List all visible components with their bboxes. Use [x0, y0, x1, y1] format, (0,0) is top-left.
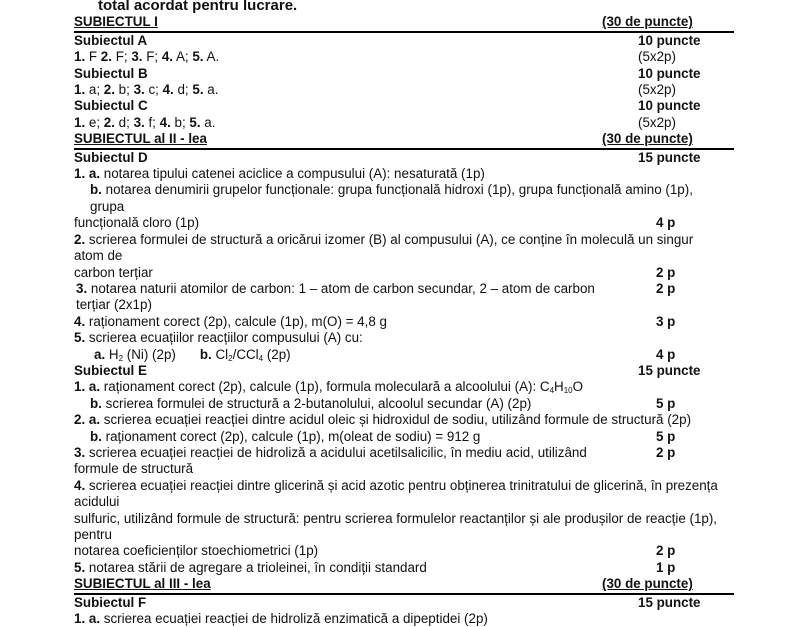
subject-d-item-4	[74, 314, 734, 330]
item-text: scrierea ecuației reacției de hidroliză a acidului acetilsalicilic, în mediu acid, utilizând formule de structură	[74, 444, 587, 477]
answer-number: 1.	[74, 49, 86, 65]
item-text: notarea naturii atomilor de carbon: 1 – atom de carbon secundar, 2 – atom de carbon terțiar (2x1p)	[76, 280, 595, 313]
answer-value: a.	[203, 82, 219, 98]
item-number: 3.	[74, 444, 86, 460]
answer-number: 1.	[74, 82, 86, 98]
answer-number: 5.	[192, 82, 204, 98]
formula-subscript: 4	[549, 386, 555, 396]
item-text: raționament corect (2p), calcule (1p), m(oleat de sodiu) = 912 g	[101, 428, 481, 444]
item-number: 3.	[76, 280, 88, 296]
subject-d-item-2-cont	[74, 265, 734, 281]
item-points: 4 p	[656, 346, 676, 362]
section-3-points: (30 de puncte)	[602, 576, 693, 592]
item-points: 2 p	[656, 280, 676, 296]
item-number: 4.	[74, 313, 86, 329]
answer-value: A;	[173, 49, 193, 65]
subject-c-heading	[74, 98, 734, 114]
subject-d-item-1a	[74, 166, 734, 182]
subject-d-title: Subiectul D	[74, 149, 148, 165]
section-2-heading	[74, 131, 734, 149]
subject-e-title: Subiectul E	[74, 362, 147, 378]
answer-number: 1.	[74, 114, 86, 130]
subject-e-item-5	[74, 560, 734, 576]
subject-f-item-1a	[74, 611, 734, 627]
formula-text: Cl	[211, 346, 229, 362]
section-1-points: (30 de puncte)	[602, 14, 693, 30]
answer-value: d;	[114, 114, 134, 130]
section-2-title: SUBIECTUL al II - lea	[74, 131, 207, 147]
answer-number: 5.	[189, 114, 201, 130]
item-points: 3 p	[656, 313, 676, 329]
subject-e-item-4-cont2	[74, 543, 734, 559]
subject-d-item-2	[74, 232, 734, 265]
item-number: 2. a.	[74, 412, 101, 428]
item-number: b.	[199, 346, 212, 362]
item-text: scrierea formulei de structură a 2-butanolului, alcoolul secundar (A) (2p)	[101, 395, 532, 411]
formula-text: H	[554, 379, 564, 395]
subject-d-item-3	[74, 281, 734, 314]
item-number: b.	[90, 428, 102, 444]
subject-a-scoring: (5x2p)	[638, 49, 676, 65]
subject-e-item-4	[74, 478, 734, 511]
item-points: 2 p	[656, 264, 676, 280]
formula-text: /CCl	[232, 346, 259, 362]
formula-subscript: 4	[258, 353, 264, 363]
subject-b-scoring: (5x2p)	[638, 82, 676, 98]
answer-value: F;	[142, 49, 162, 65]
answer-value: a;	[85, 82, 104, 98]
item-text: notarea coeficienților stoechiometrici (1p)	[74, 543, 319, 559]
intro-tail	[74, 0, 734, 14]
subject-d-item-5	[74, 330, 734, 346]
answer-number: 5.	[192, 49, 204, 65]
subject-a-title: Subiectul A	[74, 32, 148, 48]
answer-value: b;	[114, 82, 134, 98]
item-text: notarea denumirii grupelor funcționale: grupa funcțională hidroxi (1p), grupa funcțională amino (1p), grupa	[90, 182, 693, 214]
answer-number: 2.	[100, 49, 112, 65]
subject-b-heading	[74, 66, 734, 82]
formula-subscript: 10	[563, 386, 573, 396]
subject-c-points: 10 puncte	[638, 98, 701, 114]
formula-text: O	[572, 379, 584, 395]
section-2-points: (30 de puncte)	[602, 131, 693, 147]
subject-c-answers	[74, 115, 734, 131]
subject-e-item-2a	[74, 412, 734, 428]
subject-f-heading	[74, 595, 734, 611]
formula-text: H	[105, 346, 119, 362]
item-text: scrierea formulei de structură a oricărui izomer (B) al compusului (A), ce conține în moleculă un singur atom de	[74, 231, 694, 264]
item-number: b.	[90, 395, 102, 411]
subject-c-scoring: (5x2p)	[638, 114, 676, 130]
answer-value: a.	[200, 114, 216, 130]
item-text: sulfuric, utilizând formule de structură: pentru scrierea formulelor reactanților și ale produșilor de reacție (1p), pentru	[74, 510, 718, 542]
answer-value: F;	[111, 49, 132, 65]
subject-e-heading	[74, 363, 734, 379]
answer-number: 2.	[103, 82, 115, 98]
answer-value: e;	[85, 114, 104, 130]
subject-f-title: Subiectul F	[74, 594, 147, 610]
formula-subscript: 2	[118, 353, 124, 363]
subject-e-item-1a	[74, 379, 734, 395]
item-points: 5 p	[656, 395, 676, 411]
subject-d-item-1b	[74, 182, 734, 215]
item-text: raționament corect (2p), calcule (1p), m(O) = 4,8 g	[85, 313, 387, 329]
subject-e-points: 15 puncte	[638, 362, 701, 378]
item-number: b.	[90, 182, 102, 198]
section-3-title: SUBIECTUL al III - lea	[74, 576, 211, 592]
item-text: scrierea ecuației reacției dintre glicerină și acid azotic pentru obținerea trinitratului de glicerină, în prezența acidului	[74, 477, 718, 510]
item-points: 2 p	[656, 543, 676, 559]
item-number: 1. a.	[74, 611, 101, 627]
formula-subscript: 2	[228, 353, 233, 363]
subject-b-answers	[74, 82, 734, 98]
answer-value: F	[85, 49, 101, 65]
subject-b-points: 10 puncte	[638, 65, 701, 81]
item-points: 5 p	[656, 428, 676, 444]
item-text: funcțională cloro (1p)	[74, 215, 200, 231]
item-number: 1. a.	[74, 166, 101, 182]
answer-value: b;	[170, 114, 190, 130]
section-1-title: SUBIECTUL I	[74, 14, 158, 30]
item-text: scrierea ecuației reacției dintre acidul oleic și hidroxidul de sodiu, utilizând formule de structură (2p)	[100, 412, 692, 428]
subject-d-item-5-parts	[74, 347, 734, 363]
item-number: 4.	[74, 477, 86, 493]
intro-tail-text: total acordat pentru lucrare.	[98, 0, 298, 14]
subject-e-item-2b	[74, 429, 734, 445]
subject-a-heading	[74, 33, 734, 49]
item-number: 2.	[74, 231, 86, 247]
answer-number: 2.	[103, 114, 115, 130]
item-text: (2p)	[263, 346, 291, 362]
subject-d-item-1b-cont	[74, 215, 734, 231]
answer-key-document	[74, 0, 734, 627]
answer-value: d;	[173, 82, 193, 98]
section-1-heading	[74, 14, 734, 32]
answer-number: 3.	[131, 49, 143, 65]
item-text: scrierea ecuațiilor reacțiilor compusului (A) cu:	[85, 330, 363, 346]
answer-number: 4.	[162, 82, 174, 98]
item-text: (Ni) (2p)	[123, 346, 176, 362]
subject-e-item-1b	[74, 396, 734, 412]
answer-number: 3.	[133, 114, 145, 130]
answer-value: A.	[203, 49, 220, 65]
item-text: notarea tipului catenei aciclice a compusului (A): nesaturată (1p)	[100, 166, 485, 182]
item-number: a.	[94, 346, 106, 362]
subject-e-item-4-cont1	[74, 511, 734, 544]
item-number: 5.	[74, 330, 86, 346]
section-3-heading	[74, 576, 734, 594]
answer-number: 4.	[161, 49, 173, 65]
item-text: notarea stării de agregare a trioleinei, în condiții standard	[85, 559, 427, 575]
answer-value: c;	[144, 82, 163, 98]
item-number: 1. a.	[74, 379, 101, 395]
subject-a-points: 10 puncte	[638, 32, 701, 48]
subject-c-title: Subiectul C	[74, 98, 148, 114]
item-text: raționament corect (2p), calcule (1p), formula moleculară a alcoolului (A): C	[100, 379, 550, 395]
answer-number: 3.	[133, 82, 145, 98]
answer-number: 4.	[159, 114, 171, 130]
subject-f-points: 15 puncte	[638, 594, 701, 610]
subject-b-title: Subiectul B	[74, 65, 148, 81]
item-text: carbon terțiar	[74, 264, 153, 280]
subject-a-answers	[74, 49, 734, 65]
item-points: 1 p	[656, 559, 676, 575]
subject-d-points: 15 puncte	[638, 149, 701, 165]
subject-e-item-3	[74, 445, 734, 478]
item-points: 2 p	[656, 444, 676, 460]
item-number: 5.	[74, 559, 86, 575]
item-text: scrierea ecuației reacției de hidroliză enzimatică a dipeptidei (2p)	[100, 611, 488, 627]
answer-value: f;	[144, 114, 160, 130]
subject-d-heading	[74, 150, 734, 166]
item-points: 4 p	[656, 215, 676, 231]
